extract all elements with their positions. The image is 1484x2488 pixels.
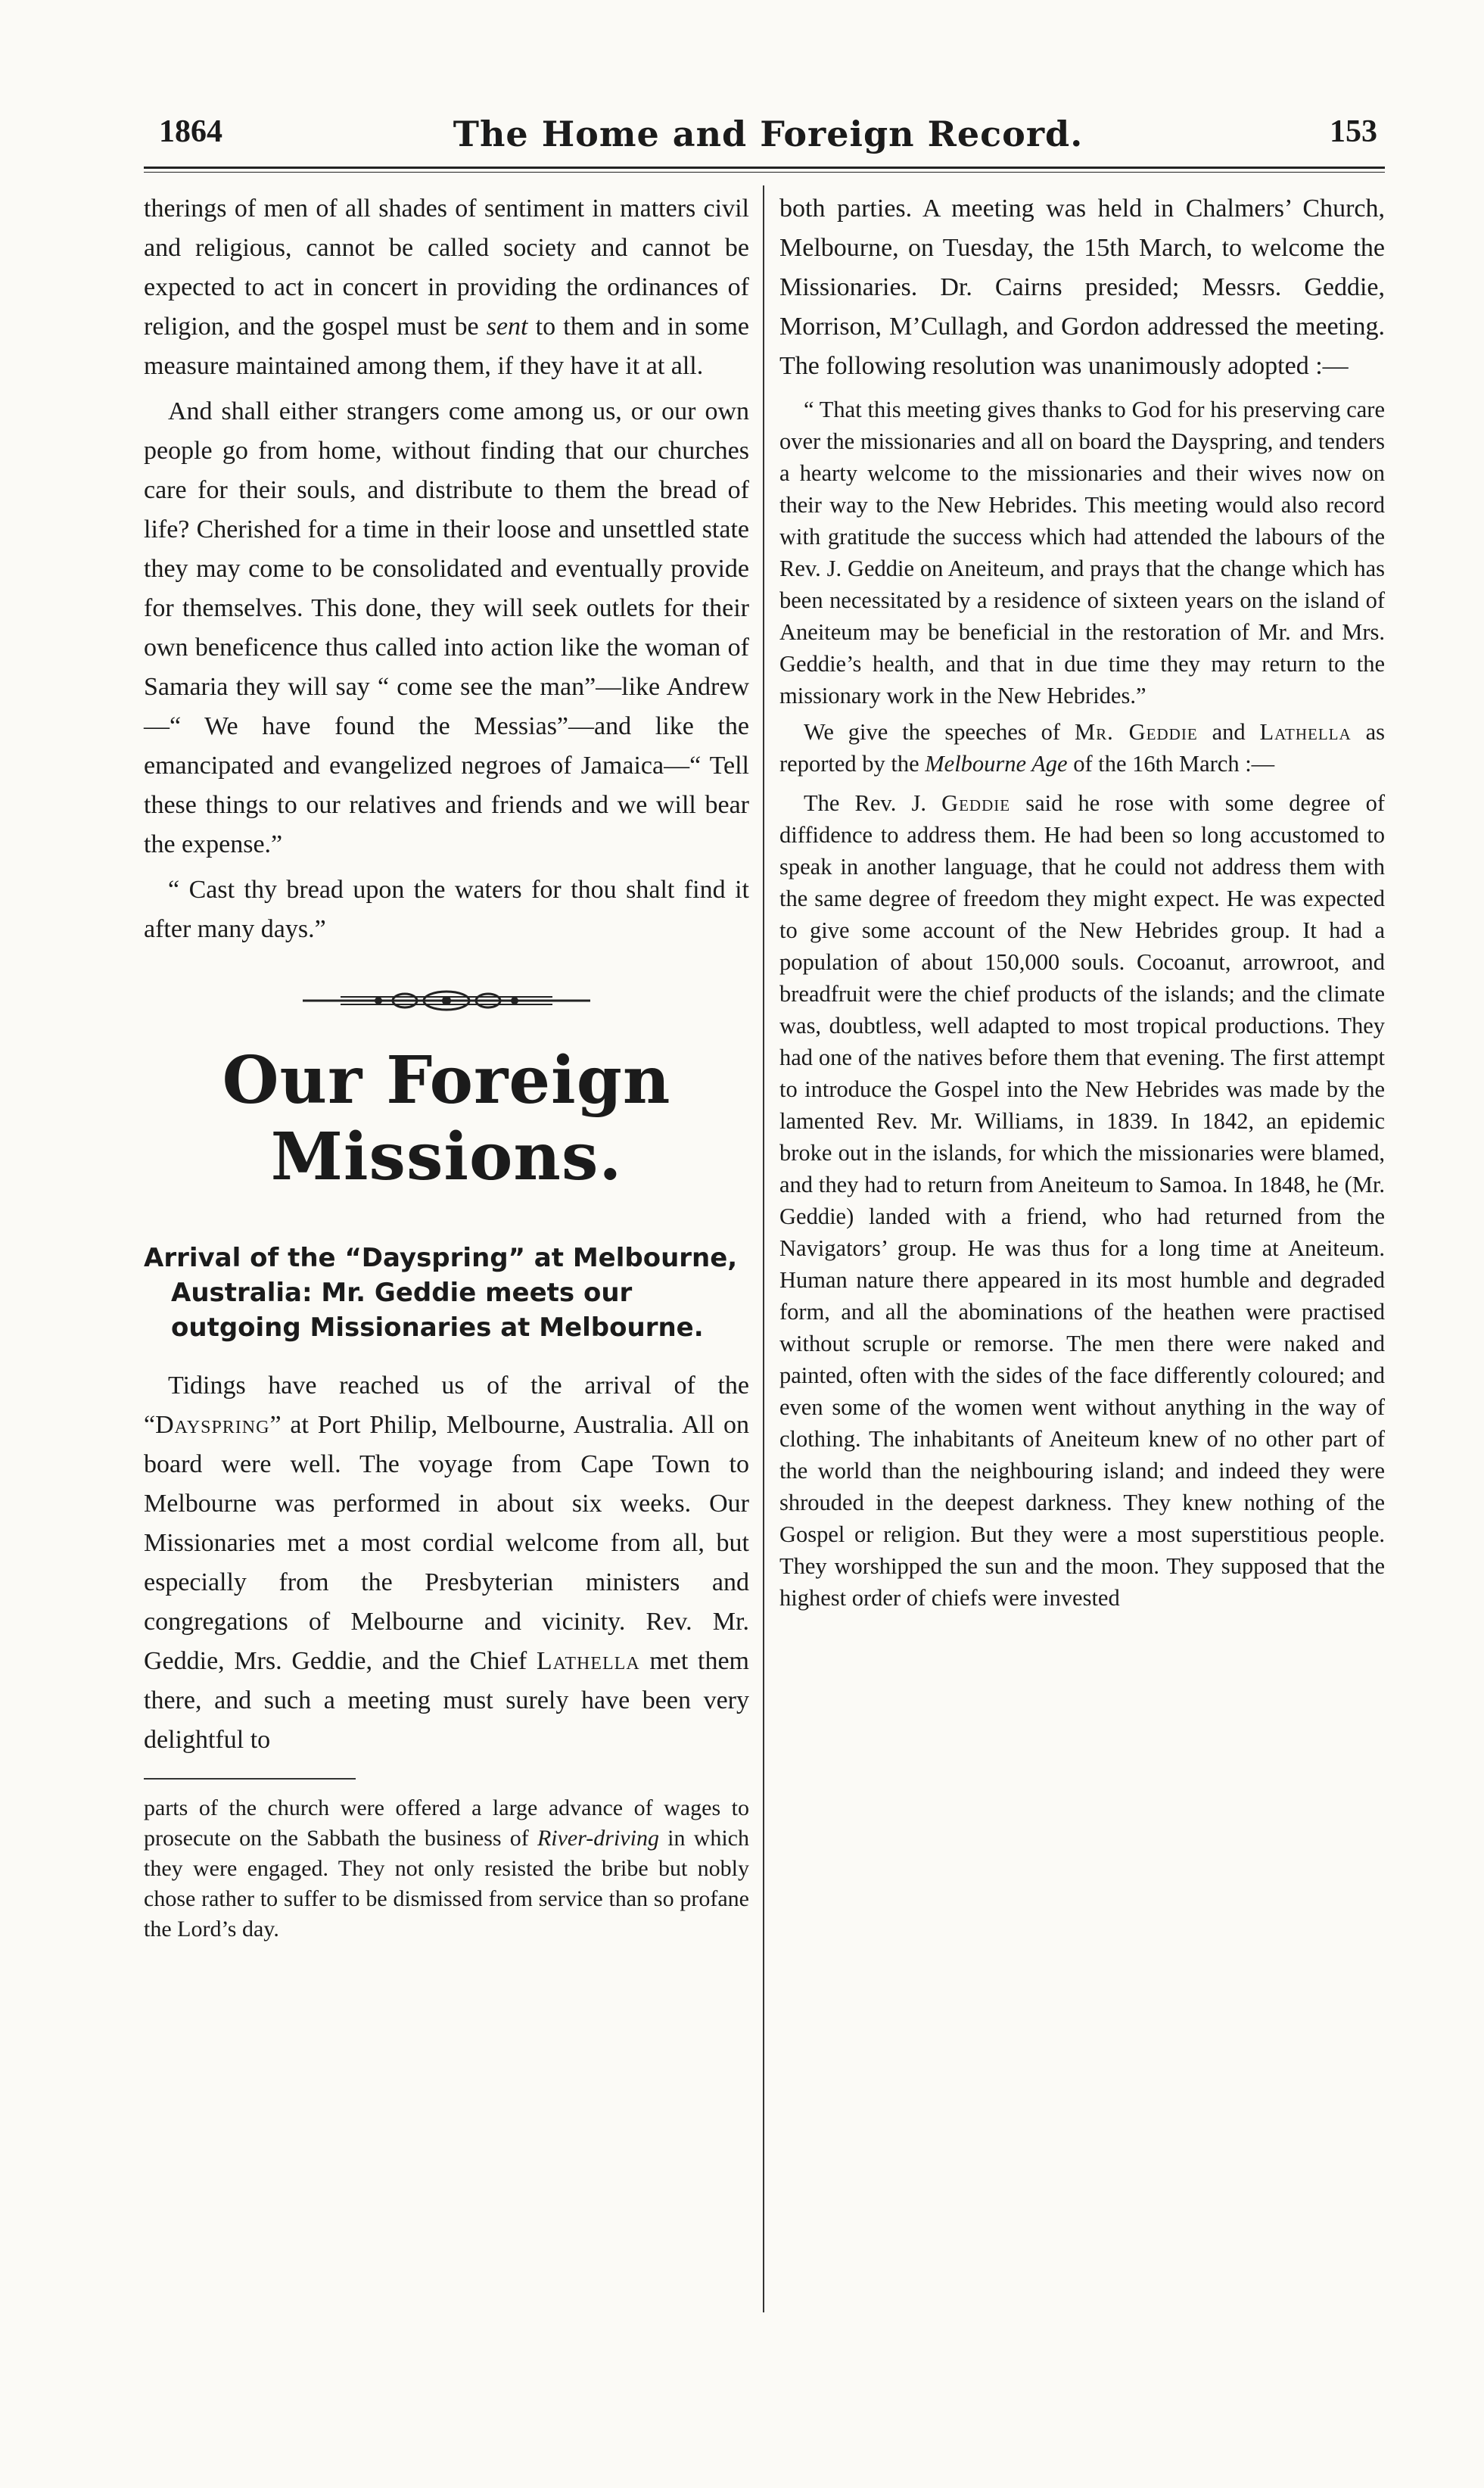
footnote: parts of the church were offered a large advance of wages to prosecute on the Sabbath the business of River-driving in which they were engaged. They not only resisted the bribe but nobly chose rather to suffer to be dismissed from service than so profane the Lord’s day. <box>144 1795 749 1942</box>
left-paragraph-4: Tidings have reached us of the arrival of the “Dayspring” at Port Philip, Melbourne, Australia. All on board were well. The voyage from Cape Town to Melbourne was performed in about six weeks. Our Missionaries met a most cordial welcome from all, but especially from the Presbyterian ministers and congregations of Melbourne and vicinity. Rev. Mr. Geddie, Mrs. Geddie, and the Chief Lathella met them there, and such a meeting must surely have been very delightful to <box>144 1372 749 1754</box>
column-divider <box>763 185 764 2312</box>
left-paragraph-1: therings of men of all shades of sentiment in matters civil and religious, cannot be called society and cannot be expected to act in concert in providing the ordinances of religion, and the gospel must be sent to them and in some measure maintained among them, if they have it at all. <box>144 195 749 380</box>
resolution-quote: “ That this meeting gives thanks to God for his preserving care over the missionaries and all on board the Dayspring, and tenders a hearty welcome to the missionaries and their wives now on their way to the New Hebrides. This meeting would also record with gratitude the success which had attended the labours of the Rev. J. Geddie on Aneiteum, and prays that the change which has been necessitated by a residence of sixteen years on the island of Aneiteum may be beneficial in the restoration of Mr. and Mrs. Geddie’s health, and that in due time they may return to the missionary work in the New Hebrides.” <box>779 397 1385 708</box>
header-rule <box>144 167 1385 173</box>
footnote-rule <box>144 1778 356 1780</box>
section-title: Our Foreign Missions. <box>222 1042 671 1195</box>
left-paragraph-3: “ Cast thy bread upon the waters for thou shalt find it after many days.” <box>144 876 749 943</box>
header-year: 1864 <box>159 114 222 149</box>
article-subhead: Arrival of the “Dayspring” at Melbourne, Australia: Mr. Geddie meets our outgoing Missionaries at Melbourne. <box>144 1243 738 1343</box>
ornament-divider <box>144 986 749 1020</box>
right-paragraph-2: We give the speeches of Mr. Geddie and Lathella as reported by the Melbourne Age of the 16th March :— <box>779 719 1385 777</box>
right-column <box>779 189 1385 1614</box>
left-paragraph-2: And shall either strangers come among us, or our own people go from home, without finding that our churches care for their souls, and distribute to them the bread of life? Cherished for a time in their loose and unsettled state they may come to be consolidated and eventually provide for themselves. This done, they will seek outlets for their own beneficence thus called into action like the woman of Samaria they will say “ come see the man”—like Andrew—“ We have found the Messias”—and like the emancipated and evangelized negroes of Jamaica—“ Tell these things to our relatives and friends and we will bear the expense.” <box>144 397 749 858</box>
page-header <box>159 114 1377 159</box>
header-title: The Home and Foreign Record. <box>453 114 1084 154</box>
ornament-icon <box>295 986 598 1016</box>
right-paragraph-3: The Rev. J. Geddie said he rose with some degree of diffidence to address them. He had been so long accustomed to speak in another language, that he could not address them with the same degree of freedom they might expect. He was expected to give some account of the New Hebrides group. It had a population of about 150,000 souls. Cocoanut, arrowroot, and breadfruit were the chief products of the islands; and the climate was, doubtless, well adapted to most tropical productions. They had one of the natives before them that evening. The first attempt to introduce the Gospel into the New Hebrides was made by the lamented Rev. Mr. Williams, in 1839. In 1842, an epidemic broke out in the islands, for which the missionaries were blamed, and they had to return from Aneiteum to Samoa. In 1848, he (Mr. Geddie) landed with a friend, who had returned from the Navigators’ group. He was thus for a long time at Aneiteum. Human nature there appeared in its most humble and degraded form, and all the abominations of the heathen were practised without scruple or remorse. The men there were naked and painted, often with the sides of the face differently coloured; and even some of the women went without anything in the way of clothing. The inhabitants of Aneiteum knew of no other part of the world than the neighbouring island; and indeed they were shrouded in the deepest darkness. They knew nothing of the Gospel or religion. But they were a most superstitious people. They worshipped the sun and the moon. They supposed that the highest order of chiefs were invested <box>779 790 1386 1611</box>
right-paragraph-1: both parties. A meeting was held in Chalmers’ Church, Melbourne, on Tuesday, the 15th March, to welcome the Missionaries. Dr. Cairns presided; Messrs. Geddie, Morrison, M’Cullagh, and Gordon addressed the meeting. The following resolution was unanimously adopted :— <box>779 195 1385 380</box>
left-column <box>144 189 749 1945</box>
header-page-number: 153 <box>1330 114 1377 149</box>
